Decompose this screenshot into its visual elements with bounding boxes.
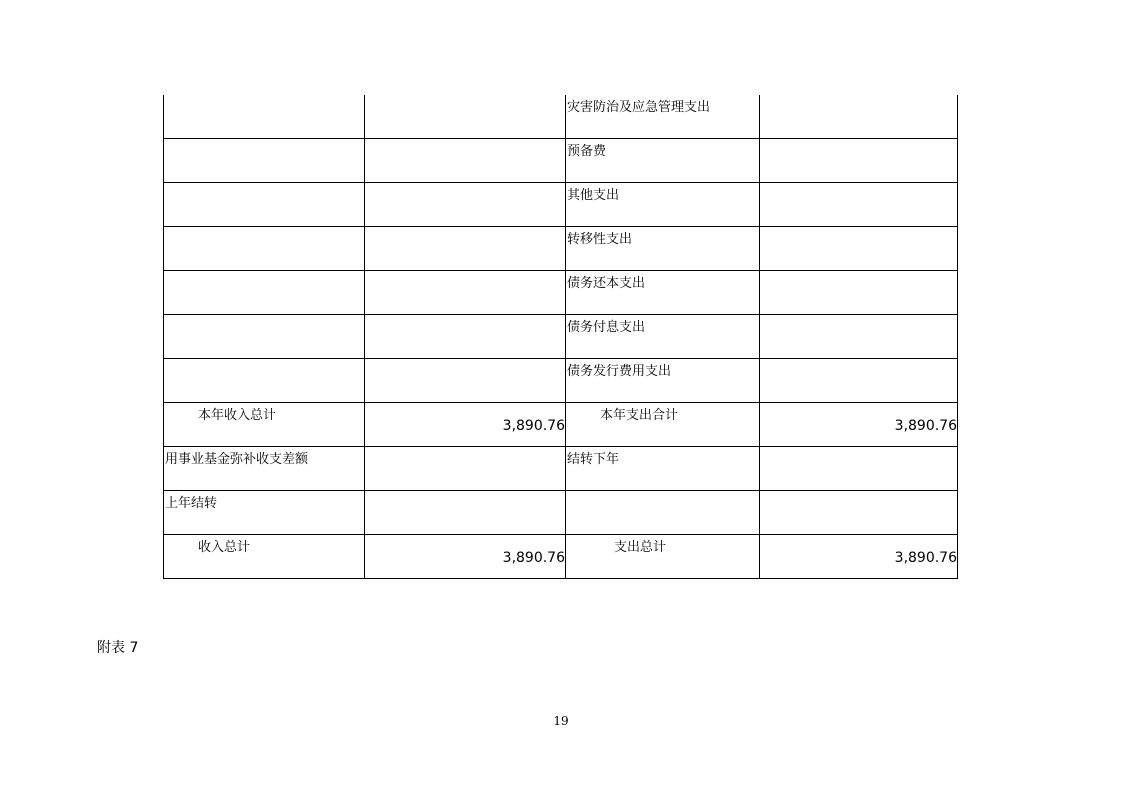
table-row <box>164 403 958 447</box>
table-row <box>164 315 958 359</box>
table-cell <box>566 227 760 271</box>
table-cell <box>164 359 365 403</box>
table-cell <box>760 95 958 139</box>
income-total-value: 3,890.76 <box>502 550 565 566</box>
expense-total-label: 支出总计 <box>614 540 667 555</box>
table-row <box>164 183 958 227</box>
table-cell <box>566 315 760 359</box>
expense-item-label: 债务还本支出 <box>567 276 646 291</box>
income-subtotal-label: 本年收入总计 <box>198 408 277 423</box>
table-cell <box>365 535 566 579</box>
table-cell <box>566 535 760 579</box>
table-cell <box>164 95 365 139</box>
table-row <box>164 447 958 491</box>
expense-subtotal-label: 本年支出合计 <box>600 408 679 423</box>
table-cell <box>164 183 365 227</box>
table-cell <box>566 491 760 535</box>
table-cell <box>566 271 760 315</box>
expense-item-label: 债务发行费用支出 <box>567 364 672 379</box>
table-cell <box>566 403 760 447</box>
table-cell <box>164 271 365 315</box>
prior-year-carryover-label: 上年结转 <box>165 496 218 511</box>
table-cell <box>164 315 365 359</box>
expense-item-label: 预备费 <box>567 144 607 159</box>
table-cell <box>760 491 958 535</box>
table-cell <box>164 139 365 183</box>
expense-item-label: 转移性支出 <box>567 232 633 247</box>
table-cell <box>365 95 566 139</box>
table-cell <box>566 139 760 183</box>
table-cell <box>566 95 760 139</box>
table-cell <box>164 227 365 271</box>
table-row <box>164 359 958 403</box>
table-cell <box>760 227 958 271</box>
income-subtotal-value: 3,890.76 <box>502 418 565 434</box>
appendix-label: 附表 7 <box>97 640 139 656</box>
table-cell <box>760 183 958 227</box>
table-cell <box>760 359 958 403</box>
table-row <box>164 535 958 579</box>
table-cell <box>365 491 566 535</box>
budget-table <box>163 95 958 579</box>
table-cell <box>365 359 566 403</box>
table-cell <box>365 447 566 491</box>
carry-forward-label: 结转下年 <box>567 452 620 467</box>
table-cell <box>760 447 958 491</box>
expense-item-label: 其他支出 <box>567 188 620 203</box>
table-cell <box>566 447 760 491</box>
table-cell <box>365 139 566 183</box>
expense-item-label: 债务付息支出 <box>567 320 646 335</box>
income-total-label: 收入总计 <box>198 540 251 555</box>
table-cell <box>365 227 566 271</box>
table-cell <box>365 315 566 359</box>
table-cell <box>566 359 760 403</box>
table-cell <box>365 183 566 227</box>
table-cell <box>365 403 566 447</box>
table-row <box>164 491 958 535</box>
table-cell <box>760 535 958 579</box>
table-cell <box>164 491 365 535</box>
table-cell <box>164 447 365 491</box>
table-cell <box>164 403 365 447</box>
table-row <box>164 95 958 139</box>
table-row <box>164 227 958 271</box>
fund-offset-label: 用事业基金弥补收支差额 <box>165 452 309 467</box>
page-number: 19 <box>553 714 569 728</box>
table-cell <box>760 271 958 315</box>
expense-total-value: 3,890.76 <box>894 550 957 566</box>
table-cell <box>365 271 566 315</box>
expense-subtotal-value: 3,890.76 <box>894 418 957 434</box>
table-cell <box>566 183 760 227</box>
table-cell <box>760 139 958 183</box>
table-row <box>164 271 958 315</box>
table-cell <box>164 535 365 579</box>
table-cell <box>760 315 958 359</box>
table-cell <box>760 403 958 447</box>
expense-item-label: 灾害防治及应急管理支出 <box>567 100 711 115</box>
table-row <box>164 139 958 183</box>
